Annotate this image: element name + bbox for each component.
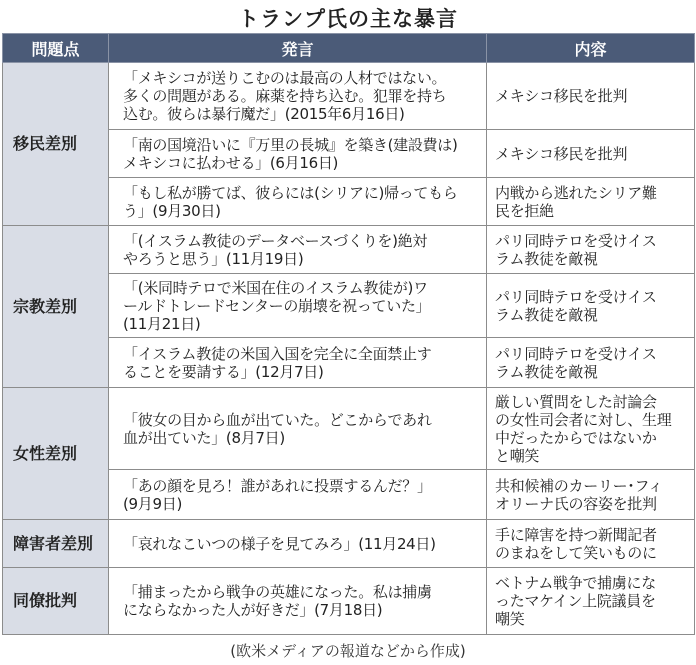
table-row [3, 520, 695, 568]
table-title: トランプ氏の主な暴言 [238, 7, 458, 31]
content-cell: パリ同時テロを受けイス ラム教徒を敵視 [487, 274, 695, 338]
remarks-table [2, 33, 695, 635]
category-cell: 障害者差別 [3, 520, 109, 568]
content-cell: 共和候補のカーリー･フィ オリーナ氏の容姿を批判 [487, 470, 695, 520]
content-cell: メキシコ移民を批判 [487, 63, 695, 130]
content-cell: パリ同時テロを受けイス ラム教徒を敵視 [487, 338, 695, 388]
content-cell: ベトナム戦争で捕虜にな ったマケイン上院議員を 嘲笑 [487, 568, 695, 635]
quote-cell: 「イスラム教徒の米国入国を完全に全面禁止す ることを要請する」(12月7日) [109, 338, 487, 388]
table-row [3, 226, 695, 274]
header-remark: 発言 [109, 34, 487, 63]
content-cell: 手に障害を持つ新聞記者 のまねをして笑いものに [487, 520, 695, 568]
table-row [3, 568, 695, 635]
quote-cell: 「彼女の目から血が出ていた。どこからであれ 血が出ていた」(8月7日) [109, 388, 487, 470]
content-cell: 厳しい質問をした討論会 の女性司会者に対し、生理 中だったからではないか と嘲笑 [487, 388, 695, 470]
source-caption: (欧米メディアの報道などから作成) [230, 642, 466, 660]
content-cell: メキシコ移民を批判 [487, 130, 695, 178]
content-cell: パリ同時テロを受けイス ラム教徒を敵視 [487, 226, 695, 274]
quote-cell: 「南の国境沿いに『万里の長城』を築き(建設費は) メキシコに払わせる」(6月16日) [109, 130, 487, 178]
quote-cell: 「メキシコが送りこむのは最高の人材ではない。 多くの問題がある。麻薬を持ち込む。犯罪を持ち 込む。彼らは暴行魔だ」(2015年6月16日) [109, 63, 487, 130]
table-row [3, 63, 695, 130]
category-cell: 同僚批判 [3, 568, 109, 635]
table-row [3, 388, 695, 470]
quote-cell: 「(イスラム教徒のデータベースづくりを)絶対 やろうと思う」(11月19日) [109, 226, 487, 274]
header-issue: 問題点 [3, 34, 109, 63]
category-cell: 宗教差別 [3, 226, 109, 388]
quote-cell: 「(米同時テロで米国在住のイスラム教徒が)ワ ールドトレードセンターの崩壊を祝っていた」 (11月21日) [109, 274, 487, 338]
category-cell: 女性差別 [3, 388, 109, 520]
content-cell: 内戦から逃れたシリア難 民を拒絶 [487, 178, 695, 226]
quote-cell: 「捕まったから戦争の英雄になった。私は捕虜 にならなかった人が好きだ」(7月18日) [109, 568, 487, 635]
quote-cell: 「もし私が勝てば、彼らには(シリアに)帰ってもら う」(9月30日) [109, 178, 487, 226]
header-content: 内容 [487, 34, 695, 63]
header-row [3, 34, 695, 63]
quote-cell: 「哀れなこいつの様子を見てみろ」(11月24日) [109, 520, 487, 568]
quote-cell: 「あの顔を見ろ！誰があれに投票するんだ？」 (9月9日) [109, 470, 487, 520]
category-cell: 移民差別 [3, 63, 109, 226]
